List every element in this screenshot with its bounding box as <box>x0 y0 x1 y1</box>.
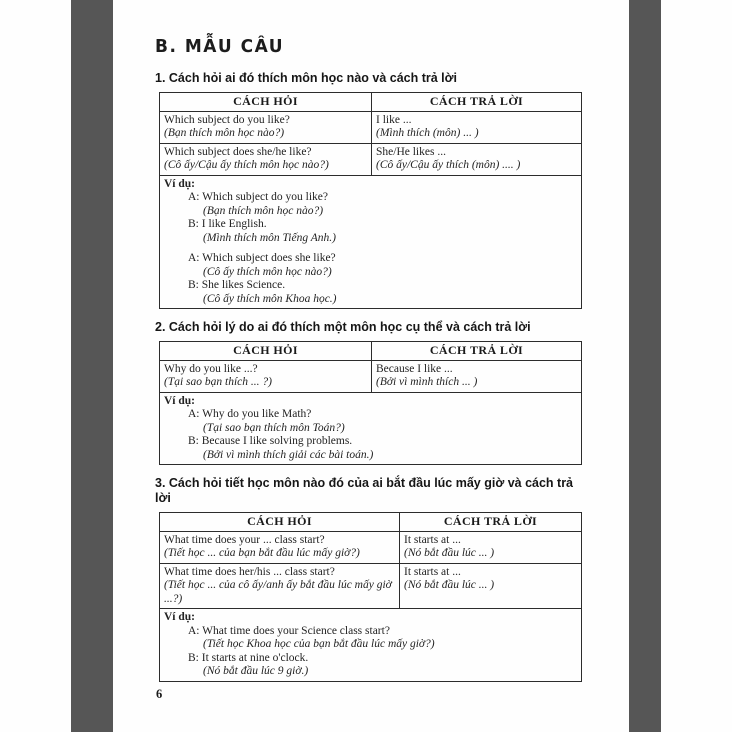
utterance-translation: (Cô ấy thích môn học nào?) <box>203 265 332 278</box>
example-label: Ví dụ: <box>164 394 195 407</box>
utterance-translation: (Tiết học Khoa học của bạn bắt đầu lúc mấy giờ?) <box>203 638 435 650</box>
question-cell <box>160 360 372 392</box>
column-header-answer: CÁCH TRẢ LỜI <box>372 342 582 361</box>
example-cell <box>160 392 582 465</box>
example-dialog <box>188 191 577 245</box>
table-row <box>160 563 582 609</box>
page-heading: B. MẪU CÂU <box>155 36 285 57</box>
table-row <box>160 111 582 143</box>
column-header-answer: CÁCH TRẢ LỜI <box>400 513 582 532</box>
utterance-translation: (Mình thích môn Tiếng Anh.) <box>203 231 336 244</box>
qa-table-1 <box>159 92 582 309</box>
section-1-title: 1. Cách hỏi ai đó thích môn học nào và cách trả lời <box>155 71 458 85</box>
utterance-translation: (Bởi vì mình thích giải các bài toán.) <box>203 448 374 461</box>
answer-vi: (Cô ấy/Cậu ấy thích (môn) .... ) <box>376 159 521 171</box>
utterance-translation: (Nó bắt đầu lúc 9 giờ.) <box>203 665 309 677</box>
example-dialog <box>188 252 577 306</box>
answer-en: It starts at ... <box>404 565 461 578</box>
example-cell <box>160 175 582 309</box>
utterance: B: I like English. <box>188 218 267 230</box>
utterance-translation: (Bạn thích môn học nào?) <box>203 204 324 217</box>
right-dark-band <box>629 0 661 732</box>
example-cell <box>160 609 582 682</box>
utterance: A: Why do you like Math? <box>188 408 312 420</box>
example-row <box>160 392 582 465</box>
question-en: Which subject do you like? <box>164 113 290 126</box>
example-label: Ví dụ: <box>164 177 195 190</box>
answer-cell <box>372 111 582 143</box>
question-cell <box>160 143 372 175</box>
answer-vi: (Bởi vì mình thích ... ) <box>376 376 478 388</box>
question-en: What time does her/his ... class start? <box>164 565 335 578</box>
utterance-translation: (Tại sao bạn thích môn Toán?) <box>203 421 345 434</box>
question-cell <box>160 563 400 609</box>
left-dark-band <box>71 0 113 732</box>
column-header-question: CÁCH HỎI <box>160 93 372 112</box>
question-vi: (Bạn thích môn học nào?) <box>164 127 285 139</box>
example-label: Ví dụ: <box>164 611 195 623</box>
answer-en: It starts at ... <box>404 533 461 546</box>
example-row <box>160 175 582 309</box>
table-header-row <box>160 93 582 112</box>
table-row <box>160 143 582 175</box>
answer-en: Because I like ... <box>376 362 453 375</box>
utterance: B: She likes Science. <box>188 279 286 291</box>
utterance: A: Which subject does she like? <box>188 252 336 264</box>
column-header-question: CÁCH HỎI <box>160 342 372 361</box>
question-en: What time does your ... class start? <box>164 533 325 546</box>
question-cell <box>160 111 372 143</box>
table-header-row <box>160 513 582 532</box>
answer-cell <box>400 563 582 609</box>
answer-en: She/He likes ... <box>376 145 446 158</box>
question-vi: (Cô ấy/Cậu ấy thích môn học nào?) <box>164 159 329 171</box>
utterance: A: What time does your Science class start? <box>188 624 390 637</box>
answer-vi: (Nó bắt đầu lúc ... ) <box>404 547 495 559</box>
section-2 <box>155 320 585 465</box>
section-3 <box>155 476 585 682</box>
question-en: Why do you like ...? <box>164 362 258 375</box>
example-row <box>160 609 582 682</box>
answer-cell <box>372 360 582 392</box>
utterance: B: It starts at nine o'clock. <box>188 651 309 664</box>
qa-table-2 <box>159 341 582 465</box>
table-header-row <box>160 342 582 361</box>
page-content <box>155 36 585 682</box>
section-3-title: 3. Cách hỏi tiết học môn nào đó của ai bắt đầu lúc mấy giờ và cách trả lời <box>155 476 574 505</box>
qa-table-3 <box>159 512 582 682</box>
section-2-title: 2. Cách hỏi lý do ai đó thích một môn học cụ thể và cách trả lời <box>155 320 531 334</box>
table-row <box>160 360 582 392</box>
column-header-question: CÁCH HỎI <box>160 513 400 532</box>
question-vi: (Tiết học ... của cô ấy/anh ấy bắt đầu lúc mấy giờ ...?) <box>164 579 392 605</box>
utterance: A: Which subject do you like? <box>188 191 328 203</box>
page-number: 6 <box>156 687 163 701</box>
example-dialog <box>188 408 577 462</box>
section-1 <box>155 71 585 309</box>
question-vi: (Tại sao bạn thích ... ?) <box>164 376 272 388</box>
answer-vi: (Mình thích (môn) ... ) <box>376 127 479 139</box>
example-dialog <box>188 625 577 679</box>
question-en: Which subject does she/he like? <box>164 145 312 158</box>
table-row <box>160 531 582 563</box>
answer-cell <box>372 143 582 175</box>
utterance-translation: (Cô ấy thích môn Khoa học.) <box>203 292 337 305</box>
question-vi: (Tiết học ... của bạn bắt đầu lúc mấy giờ?) <box>164 547 360 559</box>
answer-cell <box>400 531 582 563</box>
column-header-answer: CÁCH TRẢ LỜI <box>372 93 582 112</box>
utterance: B: Because I like solving problems. <box>188 435 353 447</box>
answer-vi: (Nó bắt đầu lúc ... ) <box>404 579 495 591</box>
question-cell <box>160 531 400 563</box>
answer-en: I like ... <box>376 113 412 126</box>
